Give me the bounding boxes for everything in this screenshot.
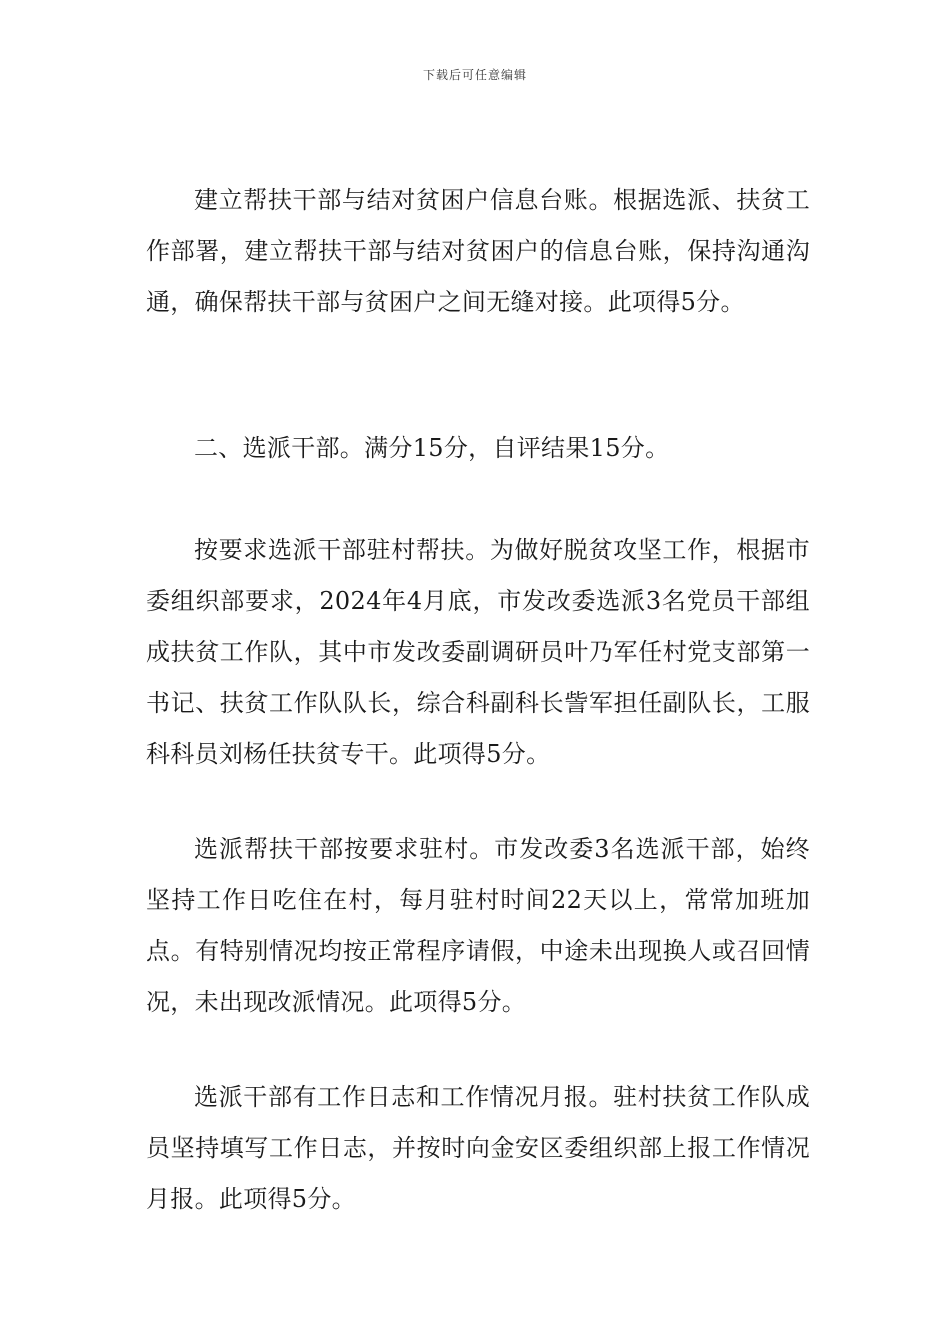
- paragraph-section-heading: 二、选派干部。满分15分，自评结果15分。: [194, 434, 670, 462]
- paragraph-info-ledger: 建立帮扶干部与结对贫困户信息台账。根据选派、扶贫工作部署，建立帮扶干部与结对贫困户的信息台账，保持沟通沟通，确保帮扶干部与贫困户之间无缝对接。此项得5分。: [146, 186, 810, 316]
- paragraph-village-residence: 选派帮扶干部按要求驻村。市发改委3名选派干部，始终坚持工作日吃住在村，每月驻村时间22天以上，常常加班加点。有特别情况均按正常程序请假，中途未出现换人或召回情况，未出现改派情况。此项得5分。: [146, 835, 810, 1016]
- paragraph-work-log: 选派干部有工作日志和工作情况月报。驻村扶贫工作队成员坚持填写工作日志，并按时向金安区委组织部上报工作情况月报。此项得5分。: [146, 1083, 810, 1213]
- page-header-note: 下载后可任意编辑: [422, 68, 527, 82]
- paragraph-cadre-assignment: 按要求选派干部驻村帮扶。为做好脱贫攻坚工作，根据市委组织部要求，2024年4月底，市发改委选派3名党员干部组成扶贫工作队，其中市发改委副调研员叶乃军任村党支部第一书记、扶贫工作队队长，综合科副科长訾军担任副队长，工服科科员刘杨任扶贫专干。此项得5分。: [146, 536, 810, 768]
